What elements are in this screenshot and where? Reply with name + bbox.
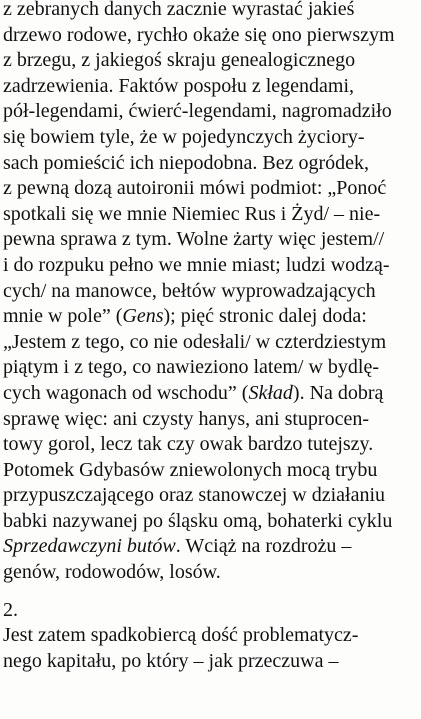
text-line: cych/ na manowce, bełtów wyprowadzających: [3, 279, 376, 302]
text-line: pewna sprawa z tym. Wolne żarty więc jestem//: [3, 228, 385, 251]
text-line: drzewo rodowe, rychło okaże się ono pierwszym: [3, 23, 395, 46]
text-line: przypuszczającego oraz stanowczej w działaniu: [3, 484, 386, 507]
text-line: Potomek Gdybasów zniewolonych mocą trybu: [3, 458, 378, 481]
text-run: ). Na dobrą: [292, 381, 384, 404]
text-run: mnie w pole” (: [3, 305, 123, 328]
text-line: Jest zatem spadkobiercą dość problematycz-: [3, 624, 359, 647]
text-line: nego kapitału, po który – jak przeczuwa –: [3, 649, 339, 672]
text-line-with-title: [3, 304, 419, 330]
text-line: sach pomieścić ich niepodobna. Bez ogródek,: [3, 151, 369, 174]
text-line-with-title: [3, 381, 419, 407]
text-run: . Wciąż na rozdrożu –: [175, 535, 352, 558]
text-line-with-title: [3, 534, 419, 560]
text-line: sprawę więc: ani czysty hanys, ani stuprocen-: [3, 407, 369, 430]
cycle-title-sprzedawczyni-butow: Sprzedawczyni butów: [3, 535, 176, 558]
section-number: 2.: [3, 598, 18, 621]
text-line: towy gorol, lecz tak czy owak bardzo tutejszy.: [3, 433, 374, 456]
text-line: zadrzewienia. Faktów pospołu z legendami,: [3, 74, 354, 97]
text-line: spotkali się we mnie Niemiec Rus i Żyd/ – nie-: [3, 202, 381, 225]
text-line: z zebranych danych zacznie wyrastać jakieś: [3, 0, 355, 20]
body-text: [3, 0, 419, 674]
text-run: cych wagonach od wschodu” (: [3, 381, 249, 404]
poem-title-sklad: Skład: [248, 381, 293, 404]
text-line: się bowiem tyle, że w pojedynczych życiory-: [3, 125, 365, 148]
section-gap: [3, 586, 419, 598]
text-line: piątym i z tego, co nawieziono latem/ w bydlę-: [3, 356, 379, 379]
text-line: genów, rodowodów, losów.: [3, 561, 221, 584]
text-line: babki nazywanej po śląsku omą, bohaterki cyklu: [3, 509, 393, 532]
text-line: z pewną dozą autoironii mówi podmiot: „Ponoć: [3, 177, 387, 200]
text-run: ); pięć stronic dalej doda:: [163, 305, 367, 328]
text-line: i do rozpuku pełno we mnie miast; ludzi wodzą-: [3, 253, 390, 276]
text-line: z brzegu, z jakiegoś skraju genealogicznego: [3, 49, 356, 72]
text-line: pół-legendami, ćwierć-legendami, nagromadziło: [3, 100, 392, 123]
poem-title-gens: Gens: [122, 305, 164, 328]
text-line: „Jestem z tego, co nie odesłali/ w czterdziestym: [3, 330, 387, 353]
